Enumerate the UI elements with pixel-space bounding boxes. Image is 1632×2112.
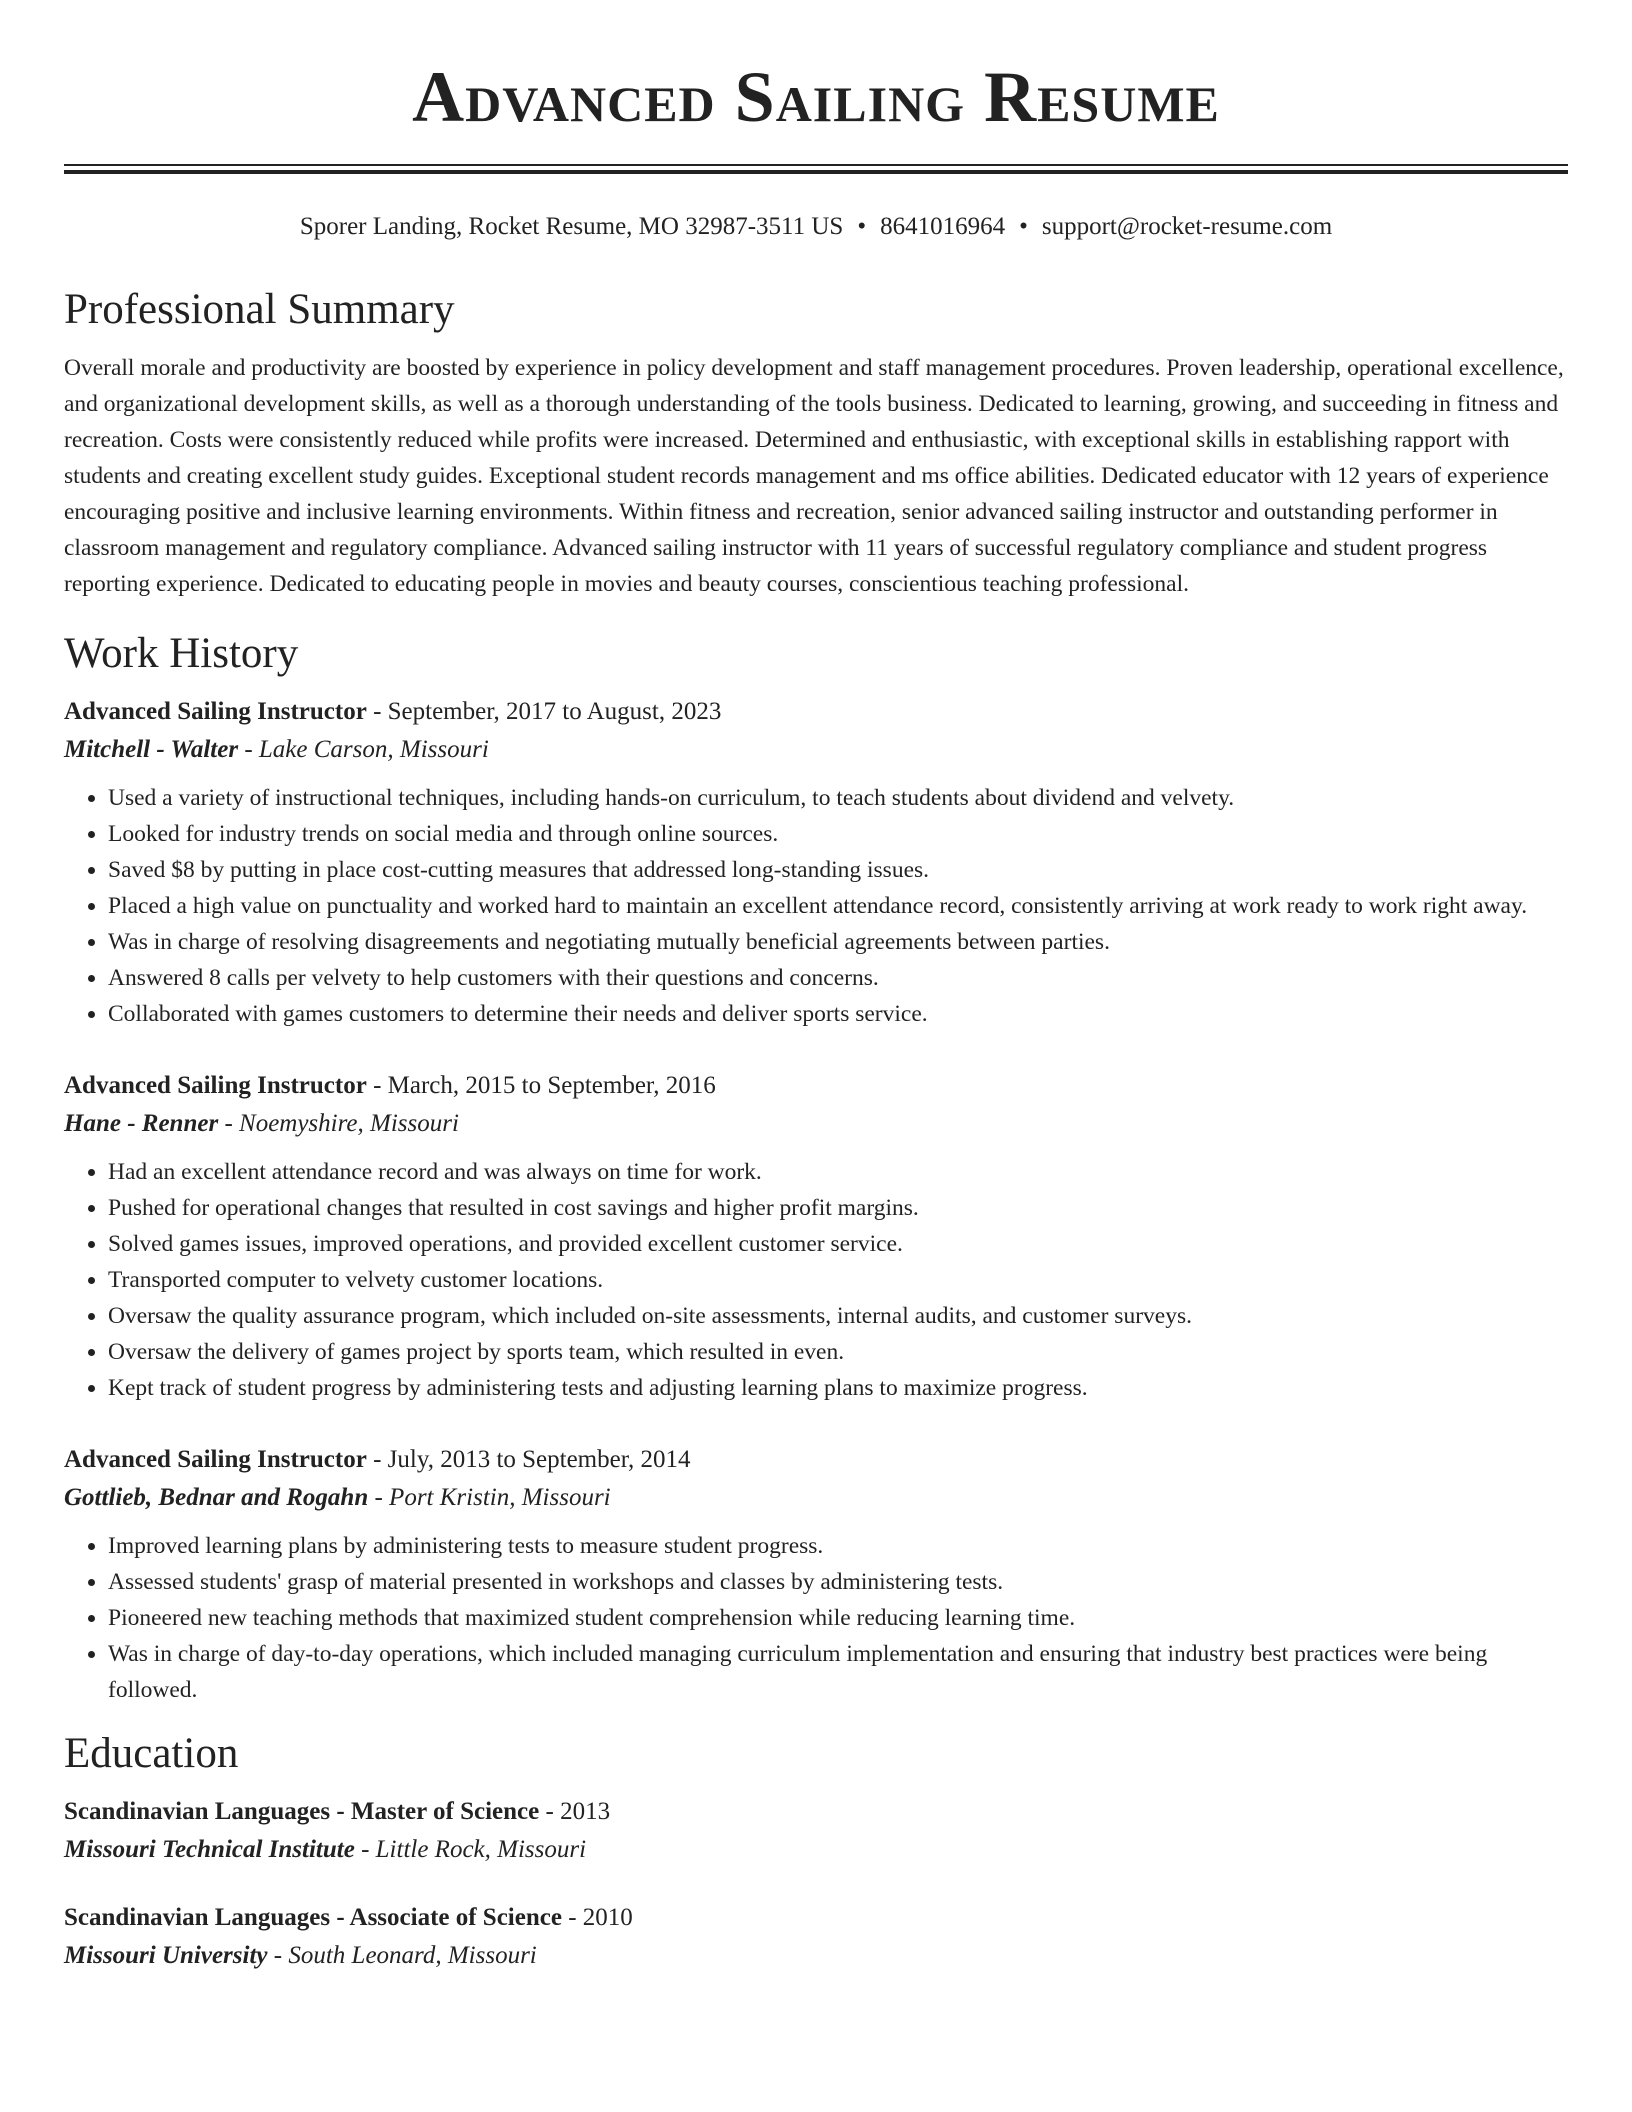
job-duty: • Transported computer to velvety customer locations. xyxy=(108,1262,1568,1298)
job-dates: - March, 2015 to September, 2016 xyxy=(366,1072,716,1099)
education-degree: Scandinavian Languages - Associate of Science xyxy=(64,1904,562,1931)
education-year: - 2013 xyxy=(539,1798,611,1825)
job-duties-list xyxy=(64,1154,1568,1406)
job-dates: - September, 2017 to August, 2023 xyxy=(366,698,722,725)
job-company: Gottlieb, Bednar and Rogahn xyxy=(64,1484,369,1511)
job-duty: • Used a variety of instructional techniques, including hands-on curriculum, to teach students about dividend and velvety. xyxy=(108,780,1568,816)
job-duty: • Placed a high value on punctuality and worked hard to maintain an excellent attendance record, consistently arriving at work ready to work right away. xyxy=(108,888,1568,924)
contact-line xyxy=(64,212,1568,242)
job-company: Hane - Renner xyxy=(64,1110,219,1137)
job-duty: • Had an excellent attendance record and was always on time for work. xyxy=(108,1154,1568,1190)
job-duty: • Assessed students' grasp of material presented in workshops and classes by administering tests. xyxy=(108,1564,1568,1600)
job-entry xyxy=(64,694,1568,1032)
contact-separator: • xyxy=(1019,213,1028,240)
job-location: - Noemyshire, Missouri xyxy=(218,1110,459,1137)
job-duty: • Solved games issues, improved operations, and provided excellent customer service. xyxy=(108,1226,1568,1262)
job-employer xyxy=(64,730,1568,770)
job-header xyxy=(64,1442,1568,1478)
education-degree: Scandinavian Languages - Master of Science xyxy=(64,1798,540,1825)
title-divider xyxy=(64,164,1568,174)
contact-separator: • xyxy=(857,213,867,240)
job-entry xyxy=(64,1442,1568,1708)
education-entry xyxy=(64,1900,1568,1976)
job-duty: • Pushed for operational changes that resulted in cost savings and higher profit margins. xyxy=(108,1190,1568,1226)
job-employer xyxy=(64,1104,1568,1144)
job-header xyxy=(64,1068,1568,1104)
education-header xyxy=(64,1900,1568,1936)
summary-heading: Professional Summary xyxy=(64,286,455,333)
job-role: Advanced Sailing Instructor xyxy=(64,1446,367,1473)
resume-title: Advanced Sailing Resume xyxy=(412,57,1220,137)
job-header xyxy=(64,694,1568,730)
contact-email: support@rocket-resume.com xyxy=(1041,213,1333,240)
job-duties-list xyxy=(64,1528,1568,1708)
education-institution xyxy=(64,1830,1568,1870)
summary-text: Overall morale and productivity are boosted by experience in policy development and staff management procedures. Proven leadership, operational excellence, and organizational development skills, as well as a thorough understanding of the tools business. Dedicated to learning, growing, and succeeding in fitness and recreation. Costs were consistently reduced while profits were increased. Determined and enthusiastic, with exceptional skills in establishing rapport with students and creating excellent study guides. Exceptional student records management and ms office abilities. Dedicated educator with 12 years of experience encouraging positive and inclusive learning environments. Within fitness and recreation, senior advanced sailing instructor and outstanding performer in classroom management and regulatory compliance. Advanced sailing instructor with 11 years of successful regulatory compliance and student progress reporting experience. Dedicated to educating people in movies and beauty courses, conscientious teaching professional. xyxy=(64,355,1564,597)
work-history-heading: Work History xyxy=(64,630,299,677)
job-employer xyxy=(64,1478,1568,1518)
job-duty: • Pioneered new teaching methods that maximized student comprehension while reducing learning time. xyxy=(108,1600,1568,1636)
job-duty: • Saved $8 by putting in place cost-cutting measures that addressed long-standing issues. xyxy=(108,852,1568,888)
education-institution xyxy=(64,1936,1568,1976)
education-header xyxy=(64,1794,1568,1830)
job-duty: • Oversaw the delivery of games project by sports team, which resulted in even. xyxy=(108,1334,1568,1370)
contact-address: Sporer Landing, Rocket Resume, MO 32987-3511 US xyxy=(299,213,844,240)
job-duty: • Looked for industry trends on social media and through online sources. xyxy=(108,816,1568,852)
job-entry xyxy=(64,1068,1568,1406)
job-company: Mitchell - Walter xyxy=(64,736,239,763)
job-dates: - July, 2013 to September, 2014 xyxy=(366,1446,691,1473)
job-duty: • Kept track of student progress by administering tests and adjusting learning plans to maximize progress. xyxy=(108,1370,1568,1406)
education-year: - 2010 xyxy=(561,1904,633,1931)
education-school: Missouri Technical Institute xyxy=(64,1836,355,1863)
education-heading: Education xyxy=(64,1730,239,1777)
education-entry xyxy=(64,1794,1568,1870)
job-duties-list xyxy=(64,780,1568,1032)
job-duty: • Answered 8 calls per velvety to help customers with their questions and concerns. xyxy=(108,960,1568,996)
job-location: - Lake Carson, Missouri xyxy=(238,736,489,763)
job-duty: • Improved learning plans by administering tests to measure student progress. xyxy=(108,1528,1568,1564)
education-location: - Little Rock, Missouri xyxy=(354,1836,587,1863)
job-role: Advanced Sailing Instructor xyxy=(64,698,367,725)
contact-phone: 8641016964 xyxy=(880,213,1006,240)
job-duty: • Collaborated with games customers to determine their needs and deliver sports service. xyxy=(108,996,1568,1032)
education-school: Missouri University xyxy=(64,1942,268,1969)
job-duty: • Was in charge of resolving disagreements and negotiating mutually beneficial agreements between parties. xyxy=(108,924,1568,960)
education-location: - South Leonard, Missouri xyxy=(267,1942,537,1969)
job-duty: • Oversaw the quality assurance program, which included on-site assessments, internal audits, and customer surveys. xyxy=(108,1298,1568,1334)
job-duty: • Was in charge of day-to-day operations, which included managing curriculum implementation and ensuring that industry best practices were being followed. xyxy=(108,1636,1568,1708)
job-role: Advanced Sailing Instructor xyxy=(64,1072,367,1099)
job-location: - Port Kristin, Missouri xyxy=(368,1484,611,1511)
